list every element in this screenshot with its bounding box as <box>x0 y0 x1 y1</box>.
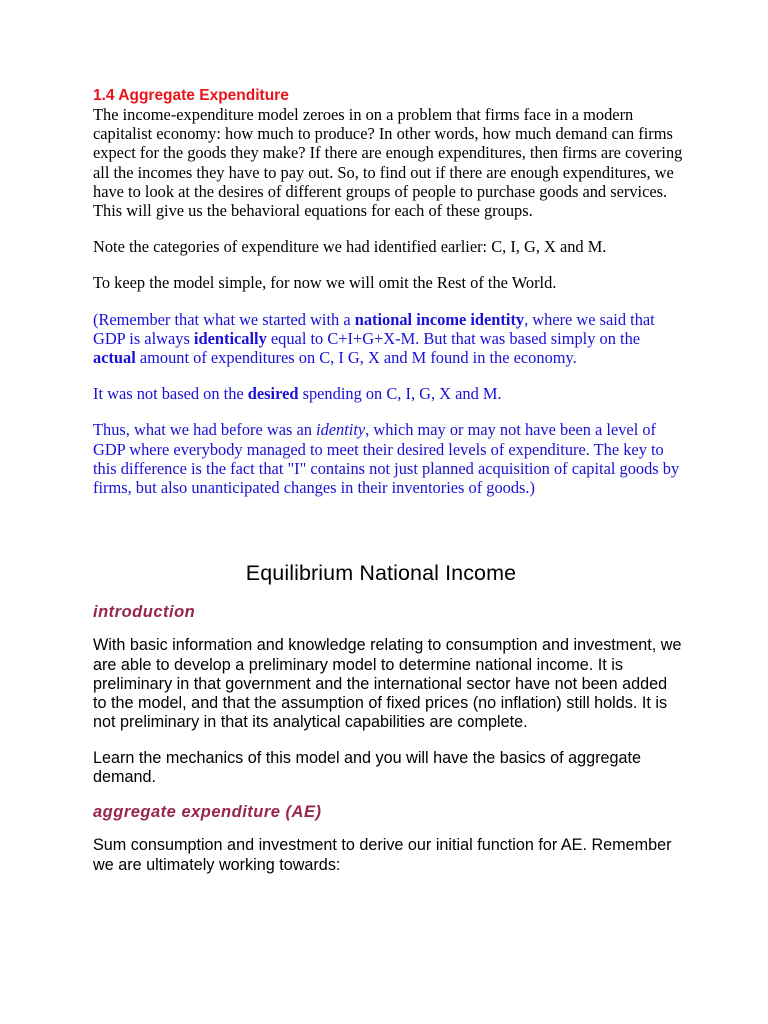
bold-term-desired: desired <box>247 384 299 404</box>
text-run: It was not based on the <box>93 384 248 404</box>
introduction-heading: introduction <box>93 603 196 622</box>
introduction-paragraph: With basic information and knowledge relating to consumption and investment, we are able to develop a preliminary model to determine national income. It is preliminary in that government and the international sector have not been added to the model, and that the assumption of fixed prices (no inflation) still holds. It is not preliminary in that its analytical capabilities are complete. <box>93 636 682 732</box>
categories-note: Note the categories of expenditure we had identified earlier: C, I, G, X and M. <box>93 237 607 257</box>
intro-paragraph: The income-expenditure model zeroes in on a problem that firms face in a modern capitalist economy: how much to produce? In other words, how much demand can firms expect for the goods they make? If there are enough expenditures, then firms are covering all the incomes they have to pay out. So, to find out if there are enough expenditures, we have to look at the desires of different groups of people to purchase goods and services. This will give us the behavioral equations for each of these groups. <box>93 105 683 221</box>
page-title: Equilibrium National Income <box>245 561 517 586</box>
simplify-note: To keep the model simple, for now we will omit the Rest of the World. <box>93 273 557 293</box>
bold-term-national-income-identity: national income identity <box>354 309 525 329</box>
text-run: , which may or may not have been a level of GDP where everybody managed to meet their desired levels of expenditure. The key to this difference is the fact that "I" contains not just planned acquisition of capital goods by firms, but also unanticipated changes in their inventories of goods.) <box>93 420 680 498</box>
text-run: , where we said that GDP is always <box>93 309 655 348</box>
remember-paragraph <box>93 310 683 368</box>
text-run: Thus, what we had before was an <box>93 420 317 440</box>
document-page <box>93 86 683 875</box>
text-run: amount of expenditures on C, I G, X and M found in the economy. <box>135 348 577 368</box>
desired-paragraph <box>93 384 683 403</box>
bold-term-actual: actual <box>93 348 136 368</box>
identity-paragraph <box>93 420 683 497</box>
text-run: (Remember that what we started with a <box>93 309 355 329</box>
aggregate-expenditure-paragraph: Sum consumption and investment to derive our initial function for AE. Remember we are ultimately working towards: <box>93 836 672 874</box>
aggregate-expenditure-heading: aggregate expenditure (AE) <box>93 803 322 822</box>
italic-term-identity: identity <box>316 420 366 440</box>
text-run: spending on C, I, G, X and M. <box>298 384 502 404</box>
mechanics-paragraph: Learn the mechanics of this model and you will have the basics of aggregate demand. <box>93 748 642 787</box>
bold-term-identically: identically <box>193 328 267 348</box>
text-run: equal to C+I+G+X-M. But that was based simply on the <box>266 328 641 348</box>
section-heading: 1.4 Aggregate Expenditure <box>93 87 289 104</box>
